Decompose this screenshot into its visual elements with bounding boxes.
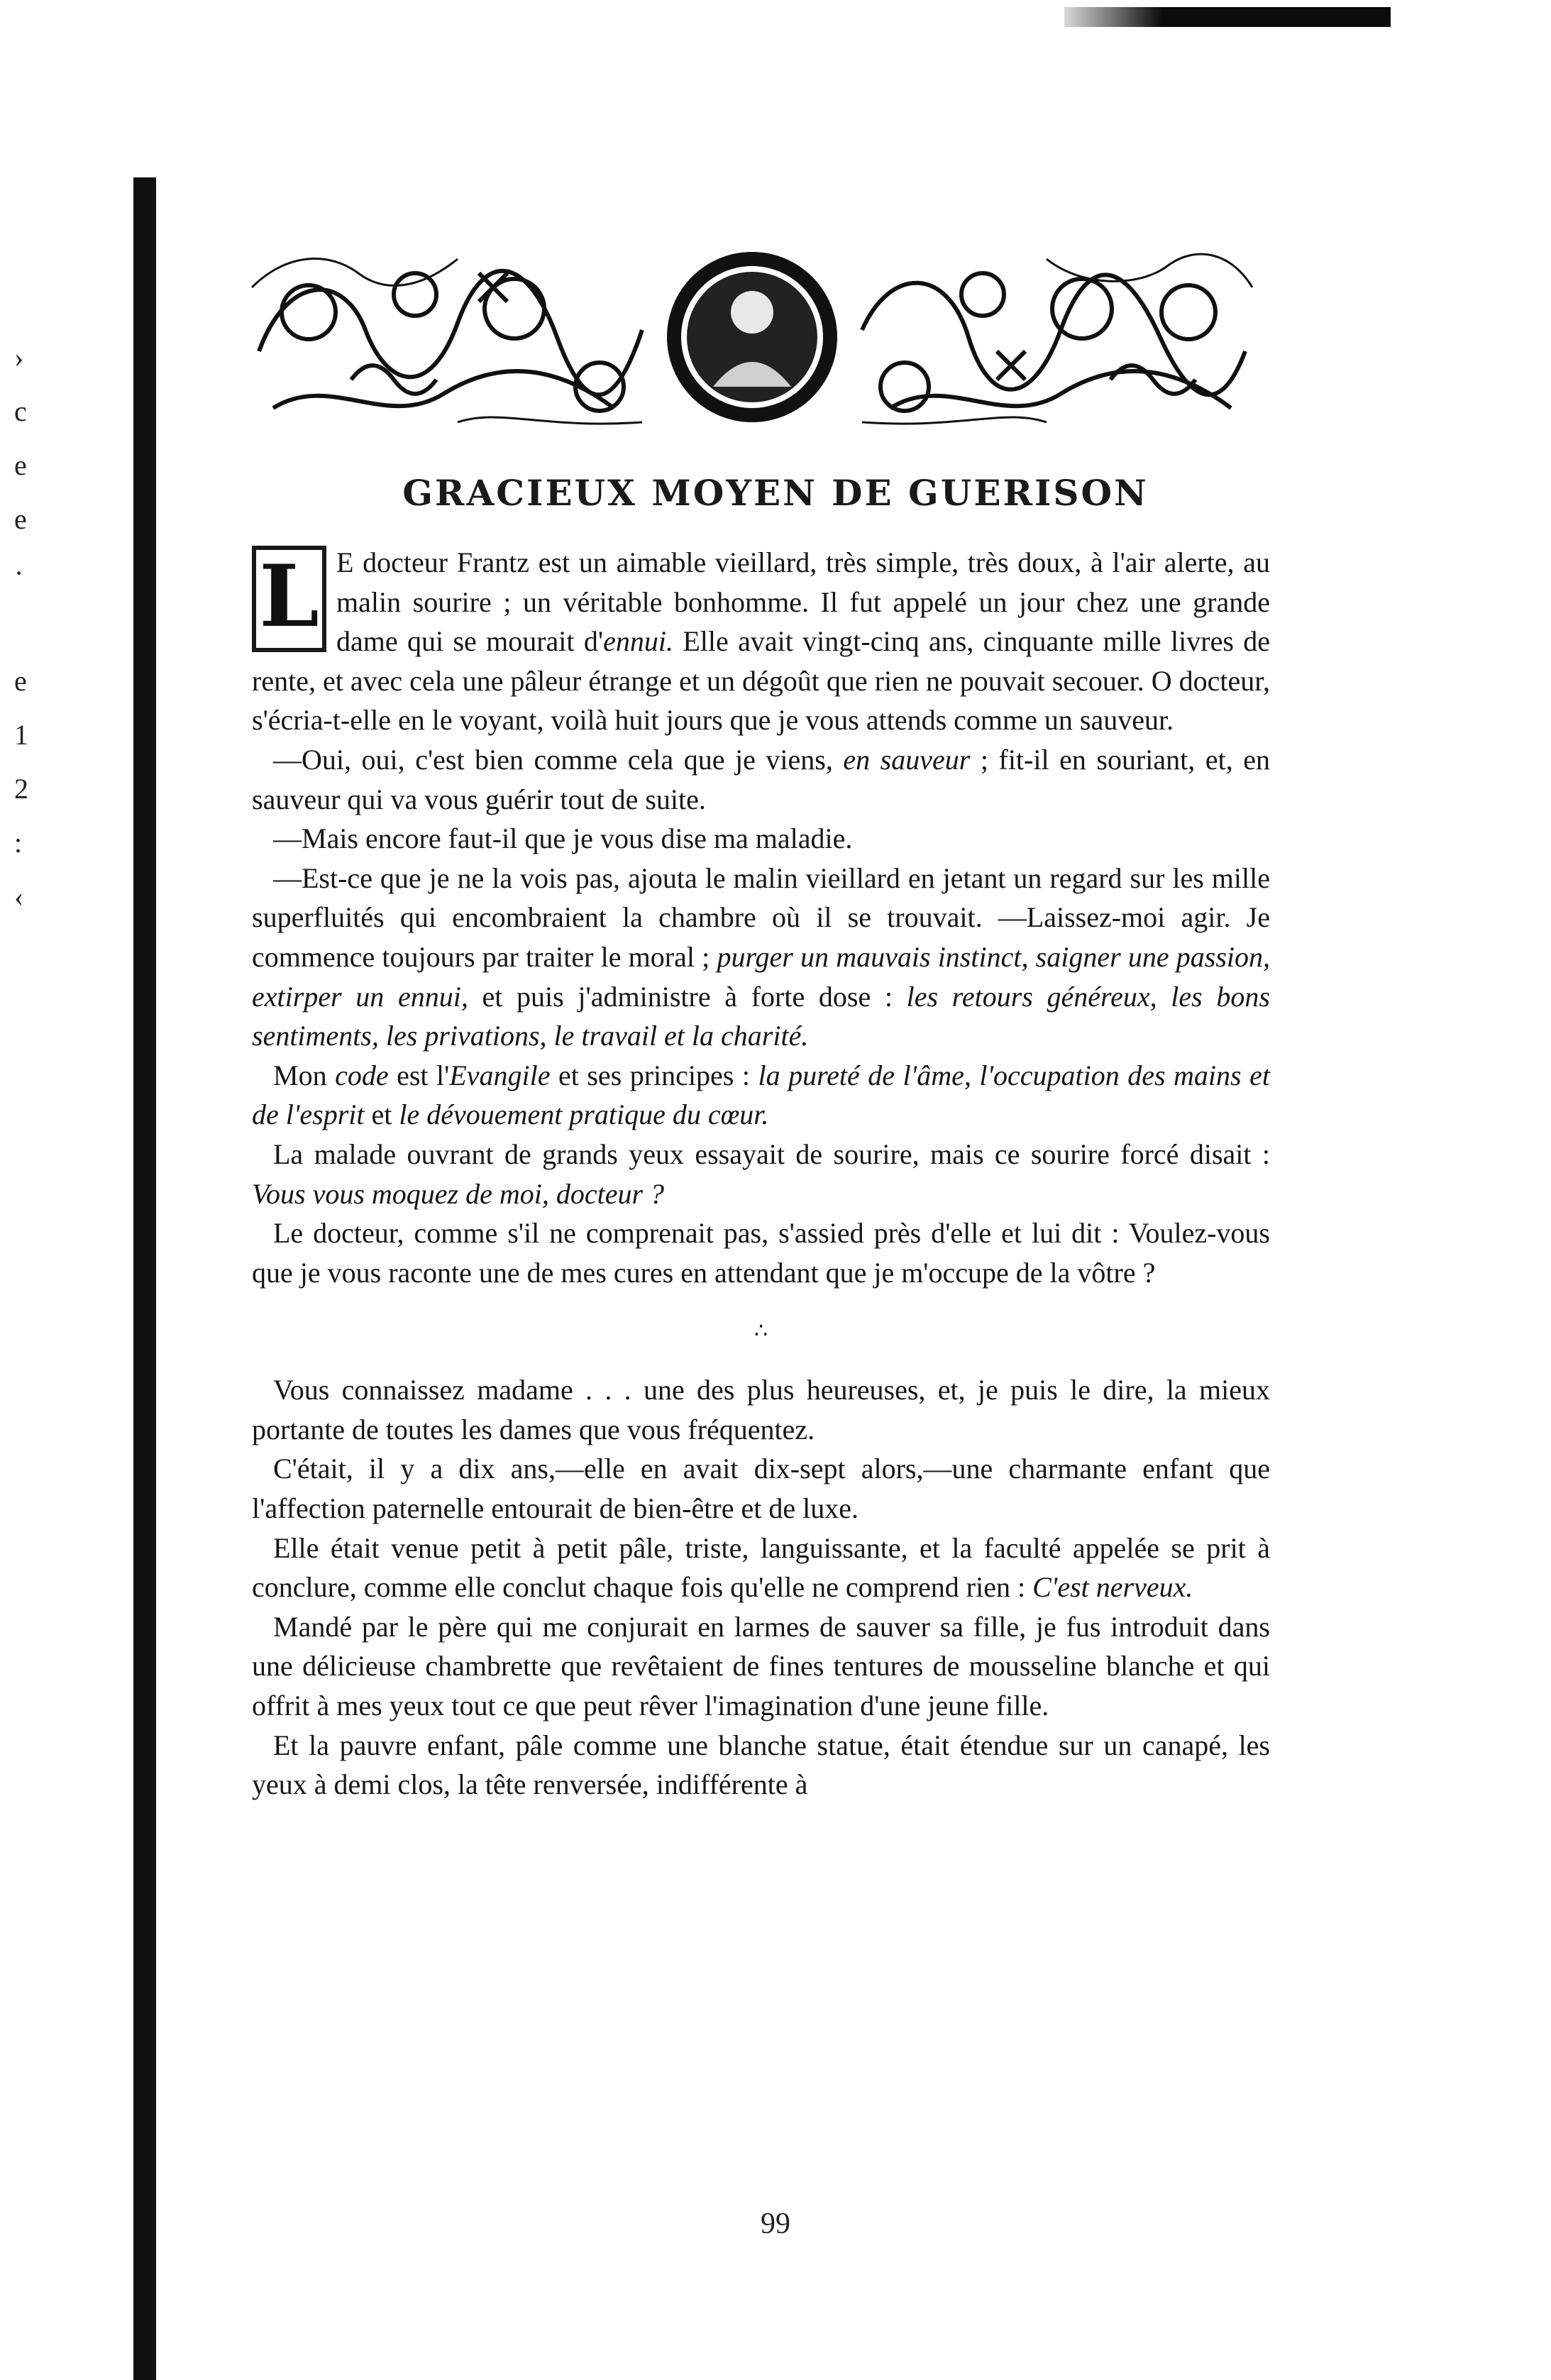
text-run: et — [364, 1098, 399, 1131]
text-italic: Vous vous moquez de moi, docteur ? — [252, 1177, 665, 1210]
paragraph — [252, 1135, 1270, 1213]
text-run: et puis j'administre à forte dose : — [468, 980, 907, 1013]
paragraph — [252, 859, 1270, 1056]
text-italic: le dévouement pratique du cœur. — [399, 1098, 769, 1131]
section-break-mark: ∴ — [754, 1318, 768, 1344]
paragraph: —Mais encore faut-il que je vous dise ma maladie. — [273, 822, 853, 855]
drop-cap: L — [252, 546, 326, 652]
paragraph — [252, 1528, 1270, 1607]
text-run: est l' — [388, 1059, 450, 1091]
text-run: —Est-ce que je ne la vois pas, ajouta le malin vieillard en jetant un regard sur les mille superfluités qui encombraient la chambre où il se trouvait. —Laissez-moi agir. Je commence toujours par traiter le moral ; — [252, 861, 1270, 973]
paragraph-intro — [252, 543, 1270, 740]
paragraph: Et la pauvre enfant, pâle comme une blanche statue, était étendue sur un canapé, les yeux à demi clos, la tête renversée, indifférente à — [252, 1729, 1270, 1801]
chapter-title: GRACIEUX MOYEN DE GUERISON — [402, 472, 1149, 514]
text-run: Elle était venue petit à petit pâle, triste, languissante, et la faculté appelée se prit à conclure, comme elle conclut chaque fois qu'elle ne comprend rien : — [252, 1531, 1270, 1604]
text-italic: les retours généreux, les bons sentiments, les privations, le travail et la charité. — [252, 980, 1270, 1052]
facing-page-fragments: › c e e · e 1 2 : ‹ — [14, 341, 28, 913]
paragraph — [252, 740, 1270, 819]
text-italic: code — [335, 1059, 389, 1091]
paragraph: Vous connaissez madame . . . une des plus heureuses, et, je puis le dire, la mieux portante de toutes les dames que vous fréquentez. — [252, 1374, 1270, 1445]
scan-top-rule — [1064, 7, 1391, 27]
text-run: ; fit-il en souriant, et, en sauveur qui va vous guérir tout de suite. — [252, 743, 1270, 815]
ornamental-header — [245, 245, 1259, 440]
text-italic: la pureté de l'âme, l'occupation des mains et de l'esprit — [252, 1059, 1270, 1131]
intro-ennui: ennui. — [603, 625, 673, 658]
text-italic: en sauveur — [843, 743, 971, 776]
intro-text: E docteur Frantz est un aimable vieillard, très simple, très doux, à l'air alerte, au malin sourire ; un véritable bonhomme. Il fut appelé un jour chez une grande dame qui se mourait d' — [336, 546, 1270, 658]
paragraph: Mandé par le père qui me conjurait en larmes de sauver sa fille, je fus introduit dans une délicieuse chambrette que revêtaient de fines tentures de mousseline blanche et qui offrit à mes yeux tout ce que peut rêver l'imagination d'une jeune fille. — [252, 1610, 1270, 1722]
body-text — [252, 543, 1270, 1805]
paragraph — [252, 1056, 1270, 1135]
paragraph: Le docteur, comme s'il ne comprenait pas, s'assied près d'elle et lui dit : Voulez-vous que je vous raconte une de mes cures en attendant que je m'occupe de la vôtre ? — [252, 1217, 1270, 1289]
text-italic: C'est nerveux. — [1032, 1571, 1193, 1604]
page-number: 99 — [761, 2208, 790, 2240]
text-run: et ses principes : — [550, 1059, 758, 1091]
text-run: —Oui, oui, c'est bien comme cela que je viens, — [273, 743, 844, 776]
intro-rest: Elle avait vingt-cinq ans, cinquante mille livres de rente, et avec cela une pâleur étrange et un dégoût que rien ne pouvait secouer. O docteur, s'écria-t-elle en le voyant, voilà huit jours que je vous attends comme un sauveur. — [252, 625, 1270, 737]
text-run: Mon — [273, 1059, 336, 1091]
text-italic: purger un mauvais instinct, saigner une passion, extirper un ennui, — [252, 940, 1270, 1013]
text-run: La malade ouvrant de grands yeux essayait de sourire, mais ce sourire forcé disait : — [273, 1137, 1270, 1170]
text-italic: Evangile — [449, 1059, 551, 1091]
paragraph: C'était, il y a dix ans,—elle en avait dix-sept alors,—une charmante enfant que l'affection paternelle entourait de bien-être et de luxe. — [252, 1453, 1270, 1525]
